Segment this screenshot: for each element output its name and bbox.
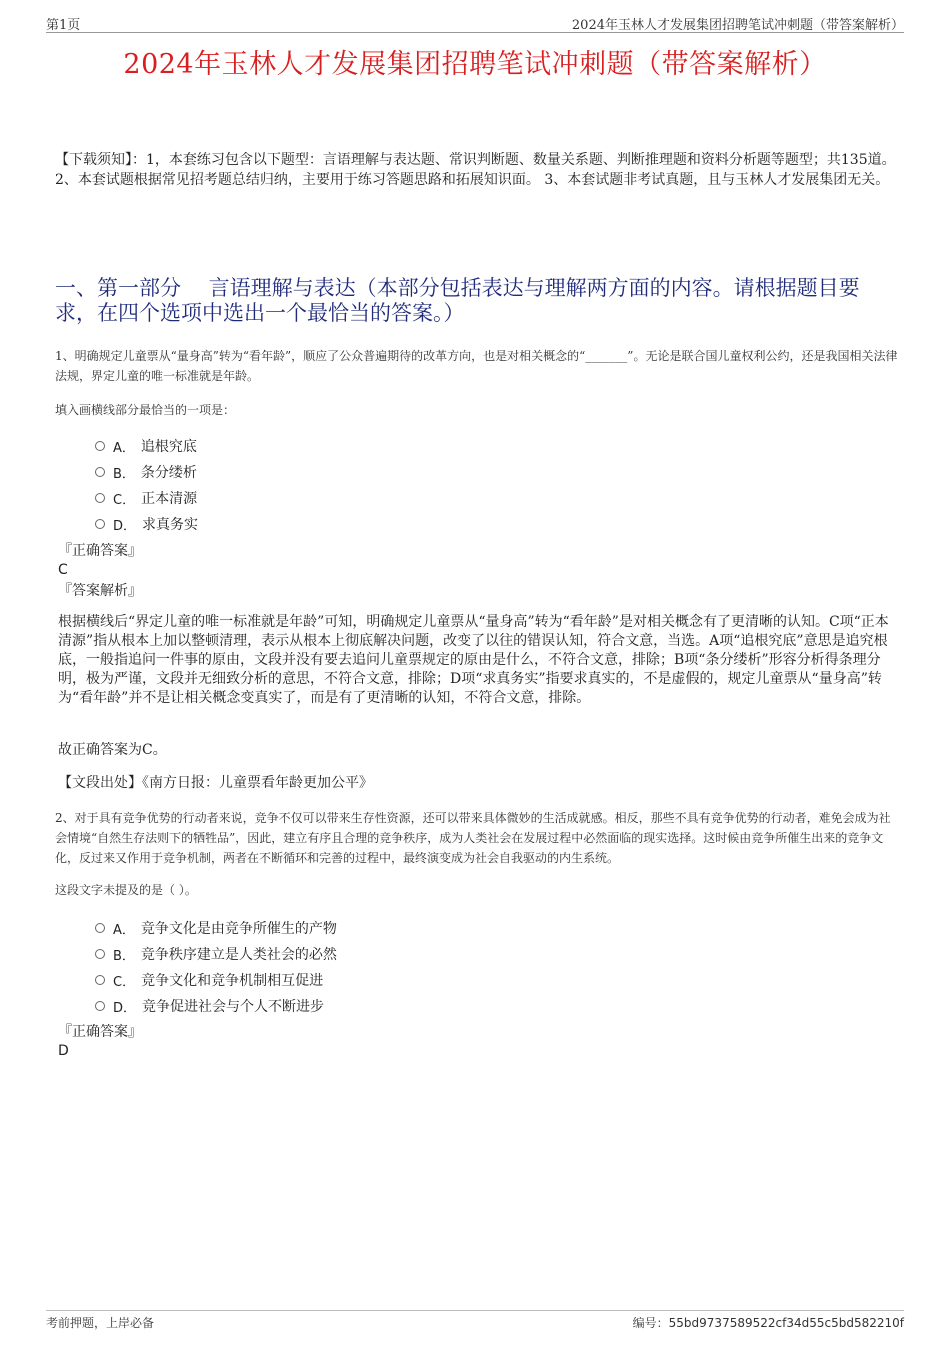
footer-code: 编号：55bd9737589522cf34d55c5bd582210f xyxy=(632,1316,904,1330)
option-b[interactable]: B． 竞争秩序建立是人类社会的必然 xyxy=(95,941,337,967)
option-d[interactable]: D． 求真务实 xyxy=(95,511,198,537)
option-c[interactable]: C． 竞争文化和竞争机制相互促进 xyxy=(95,967,337,993)
radio-icon[interactable] xyxy=(95,441,105,451)
correct-answer: D xyxy=(58,1043,69,1059)
correct-answer: C xyxy=(58,562,68,578)
answer-analysis: 根据横线后“界定儿童的唯一标准就是年龄”可知，明确规定儿童票从“量身高”转为“看年龄”是对相关概念有了更清晰的认知。C项“正本清源”指从根本上加以整顿清理，表示从根本上彻底解决问题，改变了以往的错误认知，符合文意，当选。A项“追根究底”意思是追究根底，一般指追问一件事的原由，文段并没有要去追问儿童票规定的原由是什么，不符合文意，排除；B项“条分缕析”形容分析得条理分明，极为严谨，文段并无细致分析的意思，不符合文意，排除；D项“求真务实”指要求真实的，不是虚假的，规定儿童票从“量身高”转为“看年龄”并不是让相关概念变真实了，而是有了更清晰的认知，不符合文意，排除。 xyxy=(58,614,889,706)
page-number: 第1页 xyxy=(46,18,81,33)
question-1-options xyxy=(95,433,198,537)
footer-slogan: 考前押题，上岸必备 xyxy=(46,1316,155,1330)
page-header xyxy=(46,12,904,33)
option-d[interactable]: D． 竞争促进社会与个人不断进步 xyxy=(95,993,337,1019)
question-1-text: 1、明确规定儿童票从“量身高”转为“看年龄”，顺应了公众普遍期待的改革方向，也是对相关概念的“_______”。无论是联合国儿童权利公约，还是我国相关法律法规，界定儿童的唯一标准就是年龄。 xyxy=(55,349,898,383)
answer-conclusion: 故正确答案为C。 xyxy=(58,742,167,758)
radio-icon[interactable] xyxy=(95,975,105,985)
option-b[interactable]: B． 条分缕析 xyxy=(95,459,198,485)
section-title: 一、第一部分 言语理解与表达（本部分包括表达与理解两方面的内容。请根据题目要求，在四个选项中选出一个最恰当的答案。） xyxy=(55,276,860,325)
download-notice: 【下载须知】：1，本套练习包含以下题型：言语理解与表达题、常识判断题、数量关系题、判断推理题和资料分析题等题型；共135道。 2、本套试题根据常见招考题总结归纳，主要用于练习答题思路和拓展知识面。 3、本套试题非考试真题，且与玉林人才发展集团无关。 xyxy=(55,152,896,188)
option-a[interactable]: A． 竞争文化是由竞争所催生的产物 xyxy=(95,915,337,941)
page-footer xyxy=(46,1310,904,1337)
question-1-prompt: 填入画横线部分最恰当的一项是： xyxy=(55,403,236,417)
option-c[interactable]: C． 正本清源 xyxy=(95,485,198,511)
radio-icon[interactable] xyxy=(95,519,105,529)
radio-icon[interactable] xyxy=(95,923,105,933)
answer-label: 『正确答案』 xyxy=(58,543,142,559)
radio-icon[interactable] xyxy=(95,1001,105,1011)
document-title: 2024年玉林人才发展集团招聘笔试冲刺题（带答案解析） xyxy=(123,49,827,80)
analysis-label: 『答案解析』 xyxy=(58,583,142,599)
answer-label: 『正确答案』 xyxy=(58,1024,142,1040)
option-a[interactable]: A． 追根究底 xyxy=(95,433,198,459)
question-2-prompt: 这段文字未提及的是（ ）。 xyxy=(55,883,197,897)
question-2-text: 2、对于具有竞争优势的行动者来说，竞争不仅可以带来生存性资源，还可以带来具体微妙的生活成就感。相反，那些不具有竞争优势的行动者，难免会成为社会情境“自然生存法则下的牺牲品”，因此，建立有序且合理的竞争秩序，成为人类社会在发展过程中必然面临的现实选择。这时候由竞争所催生出来的竞争文化，反过来又作用于竞争机制，两者在不断循环和完善的过程中，最终演变成为社会自我驱动的内生系统。 xyxy=(55,811,891,865)
radio-icon[interactable] xyxy=(95,949,105,959)
passage-source: 【文段出处】《南方日报：儿童票看年龄更加公平》 xyxy=(58,775,373,791)
question-2-options xyxy=(95,915,337,1019)
header-doc-title: 2024年玉林人才发展集团招聘笔试冲刺题（带答案解析） xyxy=(571,18,904,33)
radio-icon[interactable] xyxy=(95,493,105,503)
radio-icon[interactable] xyxy=(95,467,105,477)
